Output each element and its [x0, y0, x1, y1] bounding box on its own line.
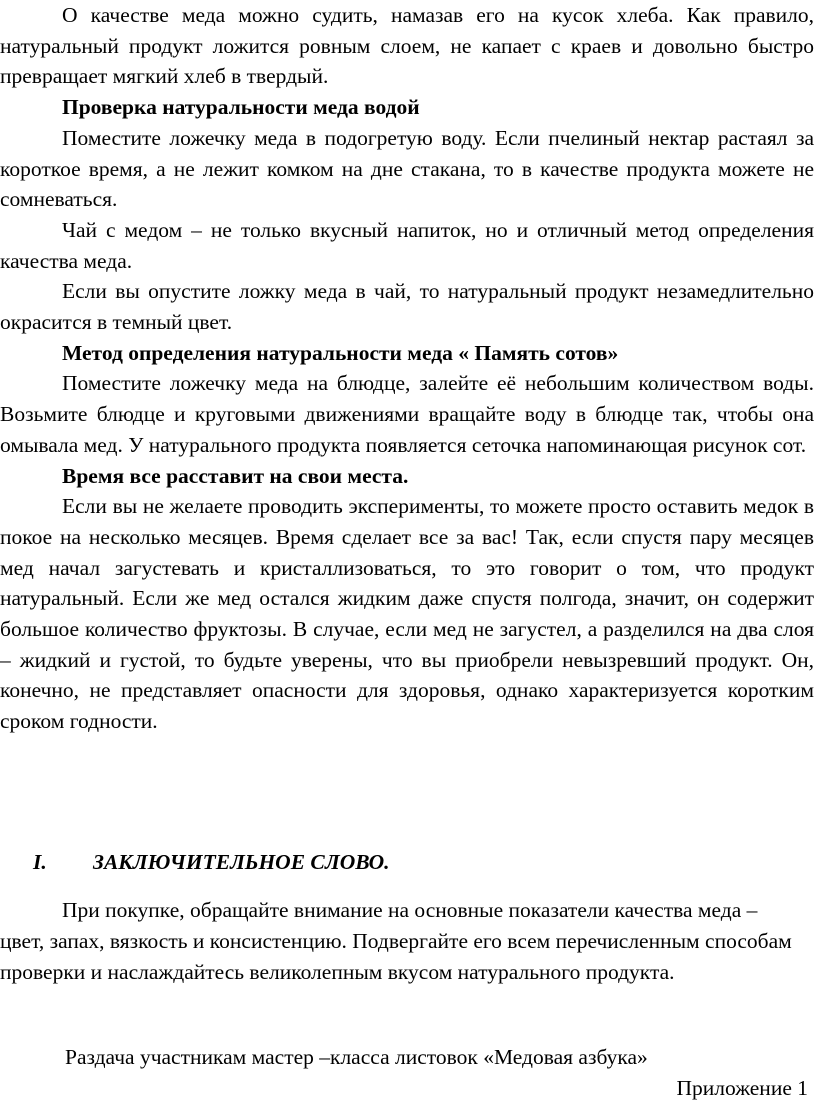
- section-title: ЗАКЛЮЧИТЕЛЬНОЕ СЛОВО.: [93, 850, 390, 874]
- heading-water-test: Проверка натуральности меда водой: [62, 95, 420, 120]
- section-number: I.: [33, 850, 47, 874]
- paragraph-water-test: Поместите ложечку меда в подогретую воду. Если пчелиный нектар растаял за короткое время, а не лежит комком на дне стакана, то в качестве продукта можете не сомневаться.: [0, 125, 814, 212]
- conclusion-block: [0, 895, 816, 988]
- paragraph-honeycomb-test: Поместите ложечку меда на блюдце, залейте её небольшим количеством воды. Возьмите блюдце и круговыми движениями вращайте воду в блюдце так, чтобы она омывала мед. У натурального продукта появляется сеточка напоминающая рисунок сот.: [0, 371, 814, 457]
- section-heading: [33, 847, 390, 877]
- paragraph-time-test: Если вы не желаете проводить эксперименты, то можете просто оставить медок в покое на несколько месяцев. Время сделает все за вас! Так, если спустя пару месяцев мед начал загустевать и кристаллизоваться, то это говорит о том, что продукт натуральный. Если же мед остался жидким даже спустя полгода, значит, он содержит большое количество фруктозы. В случае, если мед не загустел, а разделился на два слоя – жидкий и густой, то будьте уверены, что вы приобрели невызревший продукт. Он, конечно, не представляет опасности для здоровья, однако характеризуется коротким сроком годности.: [0, 494, 814, 734]
- heading-honeycomb-test: Метод определения натуральности меда « Память сотов»: [62, 340, 619, 365]
- paragraph-tea-intro: Чай с медом – не только вкусный напиток, но и отличный метод определения качества меда.: [0, 217, 814, 273]
- appendix-label: Приложение 1: [676, 1076, 808, 1100]
- paragraph-conclusion: При покупке, обращайте внимание на основные показатели качества меда –цвет, запах, вязкость и консистенцию. Подвергайте его всем перечисленным способам проверки и наслаждайтесь великолепным вкусом натурального продукта.: [0, 898, 792, 984]
- paragraph-bread-test: О качестве меда можно судить, намазав его на кусок хлеба. Как правило, натуральный продукт ложится ровным слоем, не капает с краев и довольно быстро превращает мягкий хлеб в твердый.: [0, 3, 814, 89]
- heading-time-test: Время все расставит на свои места.: [62, 463, 409, 488]
- handout-line: Раздача участникам мастер –класса листовок «Медовая азбука»: [65, 1045, 648, 1069]
- paragraph-tea-test: Если вы опустите ложку меда в чай, то натуральный продукт незамедлительно окрасится в темный цвет.: [0, 279, 814, 335]
